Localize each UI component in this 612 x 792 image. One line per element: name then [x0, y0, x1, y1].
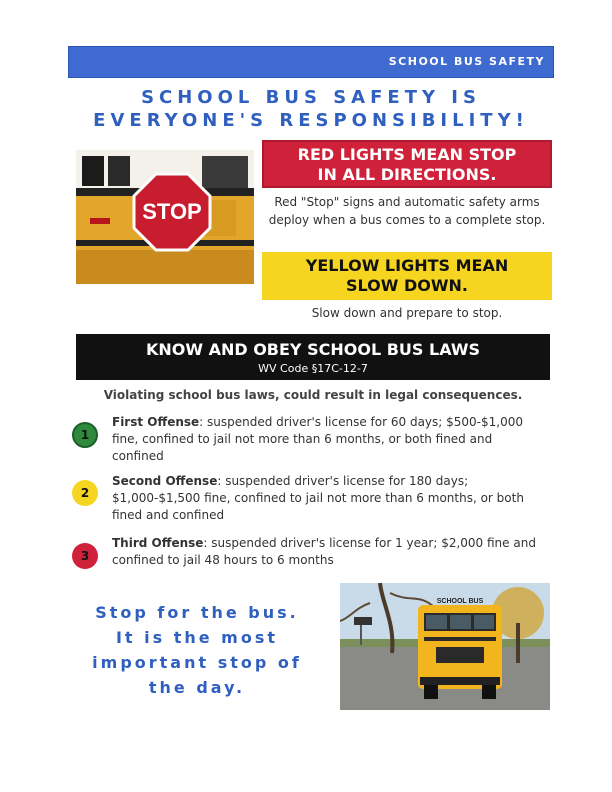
slogan-line-4: the day.	[148, 678, 246, 697]
laws-code: WV Code §17C-12-7	[258, 362, 368, 375]
consequences-text: Violating school bus laws, could result in legal consequences.	[103, 388, 523, 402]
slogan	[72, 600, 322, 700]
school-bus-sign-text: SCHOOL BUS	[436, 598, 484, 605]
yellow-lights-description: Slow down and prepare to stop.	[311, 306, 503, 320]
yellow-lights-heading	[262, 252, 552, 300]
slogan-line-2: It is the most	[115, 628, 279, 647]
red-lights-line-1: RED LIGHTS MEAN STOP	[297, 145, 517, 164]
red-lights-description: Red "Stop" signs and automatic safety arms deploy when a bus comes to a complete stop.	[268, 195, 546, 227]
offense-item-2	[112, 473, 542, 524]
page-title	[68, 86, 554, 132]
offense-badge-2: 2	[72, 480, 98, 506]
school-bus-photo	[340, 583, 550, 710]
offense-title: Second Offense	[112, 474, 218, 488]
stop-sign-text: STOP	[142, 199, 202, 224]
stop-sign-photo	[76, 150, 254, 284]
offense-item-1	[112, 414, 542, 465]
yellow-lights-line-1: YELLOW LIGHTS MEAN	[305, 256, 509, 275]
red-lights-heading	[262, 140, 552, 188]
red-lights-line-2: IN ALL DIRECTIONS.	[317, 165, 497, 184]
title-line-2: EVERYONE'S RESPONSIBILITY!	[93, 110, 529, 131]
header-label: SCHOOL BUS SAFETY	[388, 55, 545, 68]
header-bar	[68, 46, 554, 78]
offense-badge-3: 3	[72, 543, 98, 569]
offense-text: : suspended driver's license for 180 days; $1,000-$1,500 fine, confined to jail not more than 6 months, or both fined and confined	[112, 474, 524, 522]
slogan-line-3: important stop of	[92, 653, 302, 672]
stop-sign-illustration	[76, 150, 254, 284]
offense-text: : suspended driver's license for 1 year; $2,000 fine and confined to jail 48 hours to 6 months	[112, 536, 536, 567]
laws-banner	[76, 334, 550, 380]
offense-text: : suspended driver's license for 60 days; $500-$1,000 fine, confined to jail not more than 6 months, or both fined and confined	[112, 415, 523, 463]
slogan-line-1: Stop for the bus.	[95, 603, 299, 622]
laws-heading: KNOW AND OBEY SCHOOL BUS LAWS	[145, 340, 481, 359]
yellow-lights-line-2: SLOW DOWN.	[346, 276, 468, 295]
offense-badge-1: 1	[72, 422, 98, 448]
offense-title: Third Offense	[112, 536, 204, 550]
title-line-1: SCHOOL BUS SAFETY IS	[141, 87, 481, 108]
offense-title: First Offense	[112, 415, 200, 429]
school-bus-illustration	[340, 583, 550, 710]
offense-item-3	[112, 535, 542, 569]
